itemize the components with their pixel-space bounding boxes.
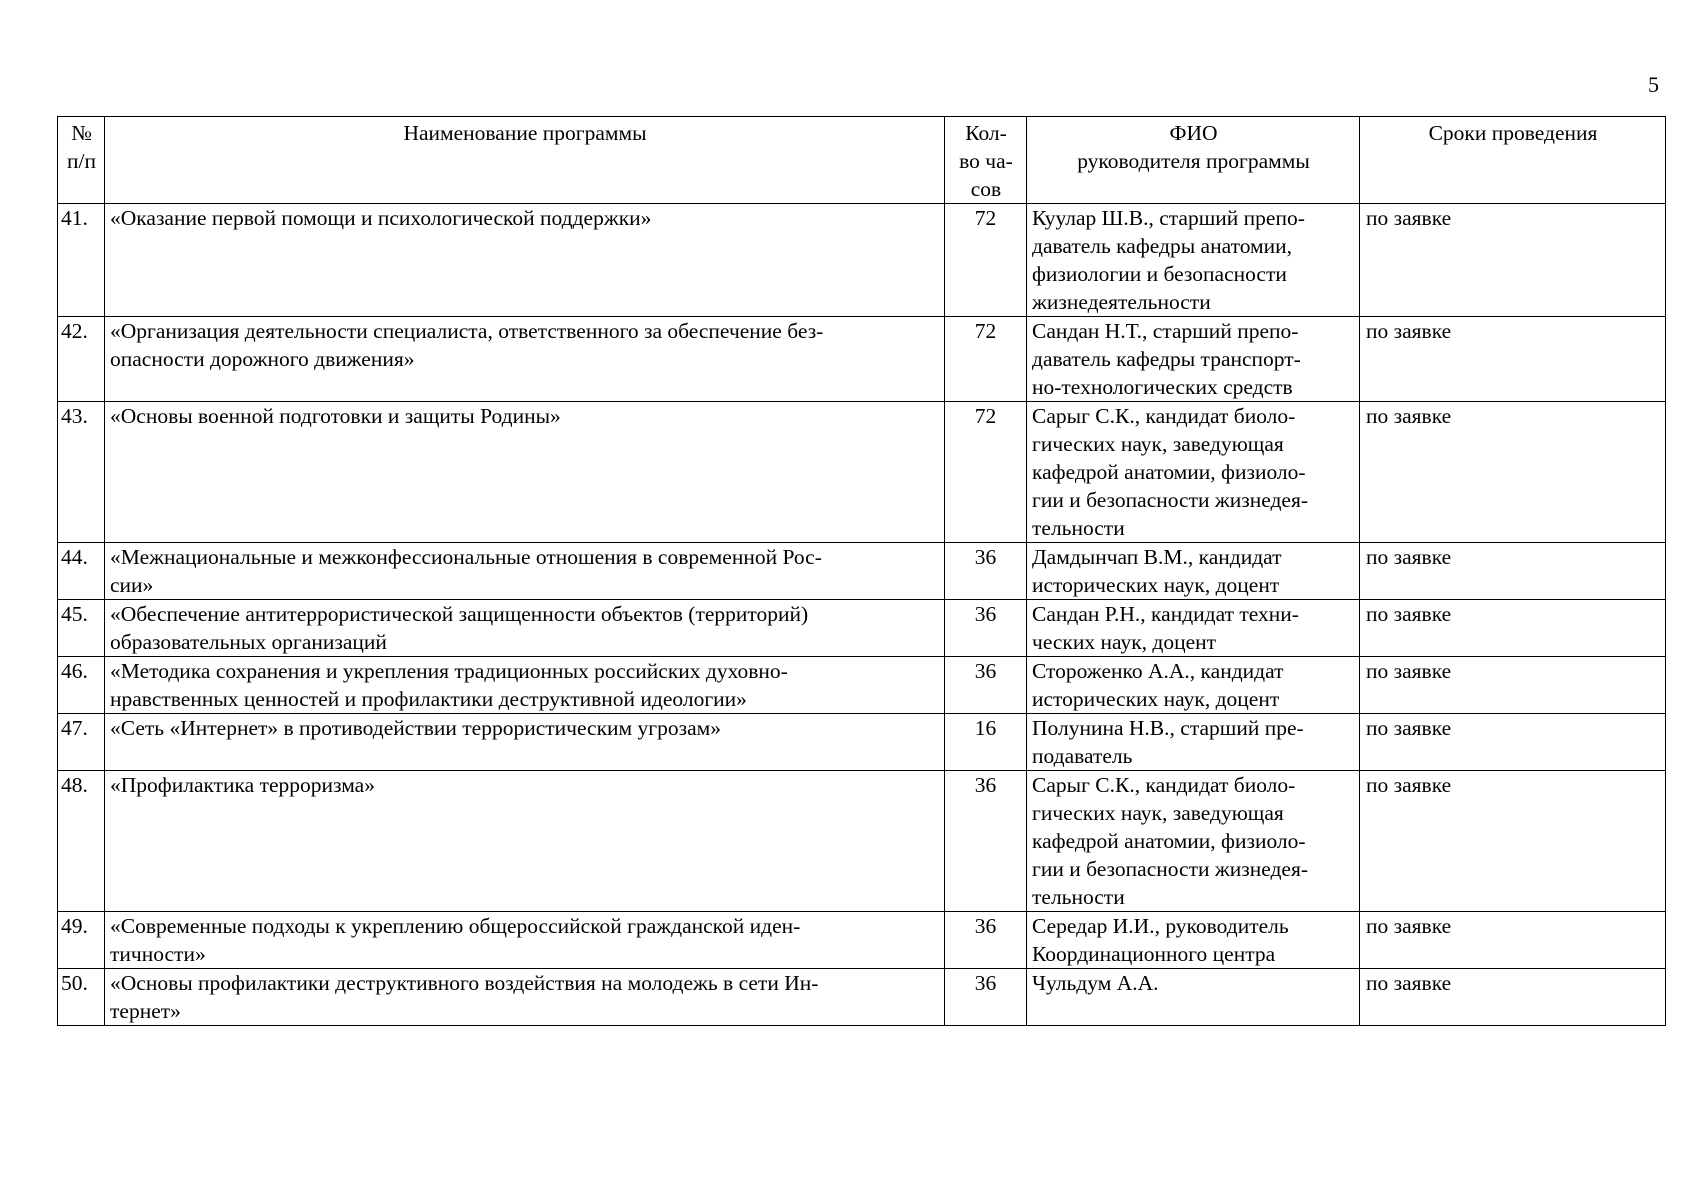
row-number: 45. (58, 600, 105, 657)
program-name: «Методика сохранения и укрепления традиционных российских духовно- нравственных ценностей и профилактики деструктивной идеологии» (105, 657, 945, 714)
table-row (58, 317, 1666, 402)
program-name: «Межнациональные и межконфессиональные отношения в современной Рос- сии» (105, 543, 945, 600)
row-number: 44. (58, 543, 105, 600)
table-row (58, 771, 1666, 912)
table-header-row (58, 117, 1666, 204)
table-row (58, 600, 1666, 657)
program-name: «Основы профилактики деструктивного воздействия на молодежь в сети Ин- тернет» (105, 969, 945, 1026)
program-name: «Современные подходы к укреплению общероссийской гражданской иден- тичности» (105, 912, 945, 969)
table-body (58, 204, 1666, 1026)
program-leader: Сарыг С.К., кандидат биоло- гических наук, заведующая кафедрой анатомии, физиоло- гии и безопасности жизнедея- тельности (1027, 402, 1360, 543)
table-row (58, 969, 1666, 1026)
program-leader: Сарыг С.К., кандидат биоло- гических наук, заведующая кафедрой анатомии, физиоло- гии и безопасности жизнедея- тельности (1027, 771, 1360, 912)
header-program-name: Наименование программы (105, 117, 945, 204)
program-dates: по заявке (1360, 969, 1666, 1026)
table-row (58, 402, 1666, 543)
hours-count: 36 (945, 969, 1027, 1026)
program-name: «Обеспечение антитеррористической защищенности объектов (территорий) образовательных организаций (105, 600, 945, 657)
program-leader: Куулар Ш.В., старший препо- даватель кафедры анатомии, физиологии и безопасности жизнедеятельности (1027, 204, 1360, 317)
program-dates: по заявке (1360, 600, 1666, 657)
program-leader: Чульдум А.А. (1027, 969, 1360, 1026)
hours-count: 36 (945, 912, 1027, 969)
table-row (58, 543, 1666, 600)
program-leader: Сандан Н.Т., старший препо- даватель кафедры транспорт- но-технологических средств (1027, 317, 1360, 402)
table-row (58, 204, 1666, 317)
program-leader: Середар И.И., руководитель Координационного центра (1027, 912, 1360, 969)
program-dates: по заявке (1360, 657, 1666, 714)
header-dates: Сроки проведения (1360, 117, 1666, 204)
program-dates: по заявке (1360, 543, 1666, 600)
row-number: 48. (58, 771, 105, 912)
program-name: «Оказание первой помощи и психологической поддержки» (105, 204, 945, 317)
hours-count: 72 (945, 402, 1027, 543)
hours-count: 36 (945, 771, 1027, 912)
program-name: «Организация деятельности специалиста, ответственного за обеспечение без- опасности дорожного движения» (105, 317, 945, 402)
header-hours: Кол- во ча- сов (945, 117, 1027, 204)
hours-count: 72 (945, 317, 1027, 402)
program-dates: по заявке (1360, 204, 1666, 317)
program-leader: Сандан Р.Н., кандидат техни- ческих наук, доцент (1027, 600, 1360, 657)
row-number: 41. (58, 204, 105, 317)
row-number: 47. (58, 714, 105, 771)
program-name: «Профилактика терроризма» (105, 771, 945, 912)
hours-count: 16 (945, 714, 1027, 771)
programs-table (57, 116, 1666, 1026)
program-dates: по заявке (1360, 317, 1666, 402)
row-number: 42. (58, 317, 105, 402)
hours-count: 72 (945, 204, 1027, 317)
header-leader: ФИО руководителя программы (1027, 117, 1360, 204)
table-row (58, 912, 1666, 969)
program-leader: Стороженко А.А., кандидат исторических наук, доцент (1027, 657, 1360, 714)
program-dates: по заявке (1360, 912, 1666, 969)
header-number: № п/п (58, 117, 105, 204)
row-number: 49. (58, 912, 105, 969)
row-number: 46. (58, 657, 105, 714)
hours-count: 36 (945, 600, 1027, 657)
program-dates: по заявке (1360, 402, 1666, 543)
program-dates: по заявке (1360, 771, 1666, 912)
row-number: 50. (58, 969, 105, 1026)
hours-count: 36 (945, 657, 1027, 714)
hours-count: 36 (945, 543, 1027, 600)
row-number: 43. (58, 402, 105, 543)
program-leader: Дамдынчап В.М., кандидат исторических наук, доцент (1027, 543, 1360, 600)
program-dates: по заявке (1360, 714, 1666, 771)
table-row (58, 714, 1666, 771)
table-row (58, 657, 1666, 714)
program-name: «Сеть «Интернет» в противодействии террористическим угрозам» (105, 714, 945, 771)
program-leader: Полунина Н.В., старший пре- подаватель (1027, 714, 1360, 771)
program-name: «Основы военной подготовки и защиты Родины» (105, 402, 945, 543)
page-number: 5 (1648, 72, 1659, 97)
